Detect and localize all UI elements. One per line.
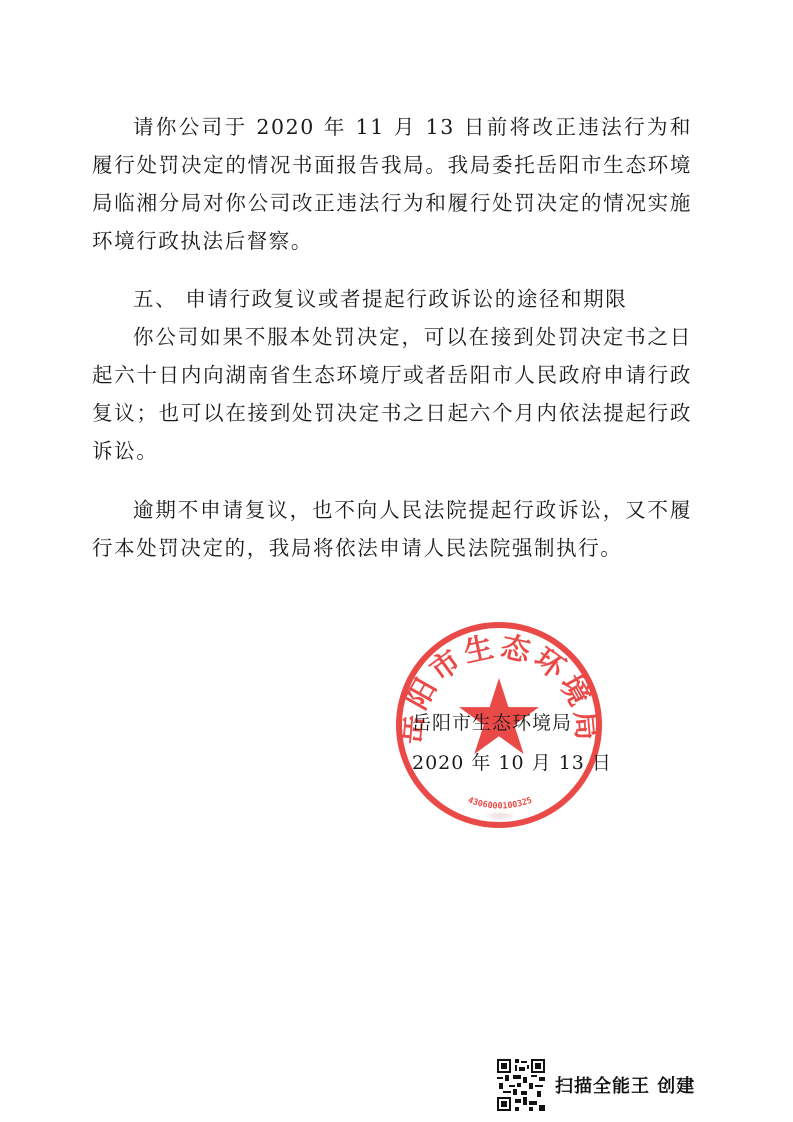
issuer-name: 岳阳市生态环境局 [412,712,573,734]
section-heading-appeal: 五、 申请行政复议或者提起行政诉讼的途径和期限 [133,287,628,311]
paragraph-appeal-routes: 你公司如果不服本处罚决定，可以在接到处罚决定书之日起六十日内向湖南省生态环境厅或者岳阳市人民政府申请行政复议；也可以在接到处罚决定书之日起六个月内依法提起行政诉讼。 [92,325,692,463]
scanner-watermark [497,1055,695,1115]
paragraph-enforcement: 逾期不申请复议，也不向人民法院提起行政诉讼，又不履行本处罚决定的，我局将依法申请人民法院强制执行。 [92,498,692,560]
seal-arc-text: 岳阳市生态环境局 [392,628,606,746]
seal-number: 4306000100325 [466,795,534,812]
issue-date: 2020 年 10 月 13 日 [412,752,612,774]
signature-block [412,703,612,783]
scanner-app-credit: 扫描全能王 创建 [555,1076,696,1097]
paragraph-report-deadline: 请你公司于 2020 年 11 月 13 日前将改正违法行为和履行处罚决定的情况书面报告我局。我局委托岳阳市生态环境局临湘分局对你公司改正违法行为和履行处罚决定的情况实施环境行政执法后督察。 [92,115,692,253]
qr-code-icon [497,1059,545,1111]
